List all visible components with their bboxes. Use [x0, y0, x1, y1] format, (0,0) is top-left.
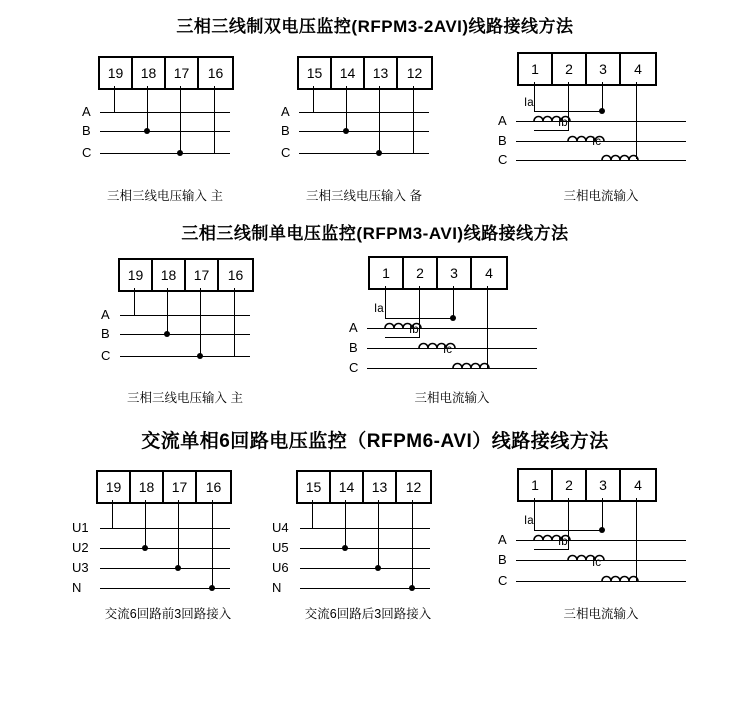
wire-vertical [419, 286, 420, 337]
wire-vertical [212, 500, 213, 588]
wire-phase-u6 [300, 568, 430, 569]
wire-vertical [147, 86, 148, 131]
ct-coil-ic-icon [453, 357, 489, 369]
terminal-block [297, 56, 433, 90]
wire-vertical [214, 86, 215, 153]
wire-phase-a [120, 315, 250, 316]
wire-vertical [180, 86, 181, 153]
wire-vertical [134, 288, 135, 315]
coil-label-ia: Ia [374, 303, 384, 315]
phase-label: N [72, 580, 82, 595]
junction-dot [450, 315, 456, 321]
section-title-3: 交流单相6回路电压监控（RFPM6-AVI）线路接线方法 [141, 431, 609, 452]
wire-vertical [379, 86, 380, 153]
terminal-cell: 16 [227, 267, 244, 283]
terminal-cell: 17 [164, 472, 197, 502]
junction-dot [177, 150, 183, 156]
wire-phase-b [100, 131, 230, 132]
terminal-block [296, 470, 432, 504]
phase-label: U6 [272, 560, 289, 575]
phase-label: A [498, 113, 507, 128]
phase-label: A [101, 307, 110, 322]
wire-return [534, 549, 569, 550]
junction-dot [175, 565, 181, 571]
coil-label-ic: Ic [592, 557, 601, 569]
terminal-cell: 18 [153, 260, 186, 290]
wire-vertical [112, 500, 113, 528]
junction-dot [209, 585, 215, 591]
junction-dot [144, 128, 150, 134]
wire-vertical [200, 288, 201, 356]
diagram-caption: 三相三线电压输入 主 [107, 189, 223, 203]
phase-label: N [272, 580, 282, 595]
junction-dot [599, 108, 605, 114]
junction-dot [197, 353, 203, 359]
wire-phase-c [100, 153, 230, 154]
wire-phase-c [516, 160, 686, 161]
phase-label: C [498, 152, 508, 167]
wire-vertical [167, 288, 168, 334]
junction-dot [343, 128, 349, 134]
wire-phase-b [299, 131, 429, 132]
terminal-cell: 2 [404, 258, 438, 288]
coil-label-ic: Ic [443, 344, 452, 356]
wire-vertical [602, 82, 603, 111]
terminal-cell: 17 [186, 260, 219, 290]
diagram-caption: 交流6回路前3回路接入 [104, 607, 232, 621]
terminal-cell: 18 [133, 58, 166, 88]
phase-label: A [498, 532, 507, 547]
junction-dot [164, 331, 170, 337]
wire-phase-u3 [100, 568, 230, 569]
coil-label-ia: Ia [524, 97, 534, 109]
wire-phase-c [120, 356, 250, 357]
wire-vertical [385, 286, 386, 318]
coil-label-ic: Ic [592, 136, 601, 148]
phase-label: B [498, 552, 507, 567]
terminal-cell: 14 [332, 58, 365, 88]
coil-label-ia: Ia [524, 515, 534, 527]
wire-phase-a [100, 112, 230, 113]
wire-phase-u4 [300, 528, 430, 529]
terminal-cell: 18 [131, 472, 164, 502]
wire-phase-c [367, 368, 537, 369]
terminal-cell: 2 [553, 470, 587, 500]
phase-label: A [82, 104, 91, 119]
terminal-cell: 1 [370, 258, 404, 288]
wire-vertical [534, 82, 535, 111]
phase-label: B [101, 326, 110, 341]
junction-dot [376, 150, 382, 156]
terminal-block [98, 56, 234, 90]
section-title-1: 三相三线制双电压监控(RFPM3-2AVI)线路接线方法 [176, 17, 574, 36]
phase-label: C [498, 573, 508, 588]
phase-label: B [349, 340, 358, 355]
terminal-cell: 14 [331, 472, 364, 502]
wire-vertical [312, 500, 313, 528]
wire-return [534, 130, 569, 131]
terminal-cell: 19 [120, 260, 153, 290]
terminal-block [517, 52, 657, 86]
wire-phase-u1 [100, 528, 230, 529]
wire-vertical [534, 498, 535, 530]
terminal-cell: 15 [299, 58, 332, 88]
terminal-cell: 3 [587, 54, 621, 84]
coil-label-ib: Ib [558, 536, 568, 548]
terminal-cell: 4 [634, 477, 642, 493]
phase-label: U4 [272, 520, 289, 535]
wire-vertical [313, 86, 314, 112]
junction-dot [599, 527, 605, 533]
wire-vertical [145, 500, 146, 548]
terminal-cell: 1 [519, 54, 553, 84]
terminal-cell: 4 [634, 61, 642, 77]
terminal-cell: 15 [298, 472, 331, 502]
terminal-cell: 1 [519, 470, 553, 500]
wire-vertical [178, 500, 179, 568]
terminal-cell: 12 [405, 479, 422, 495]
terminal-cell: 4 [485, 265, 493, 281]
terminal-cell: 3 [438, 258, 472, 288]
terminal-cell: 17 [166, 58, 199, 88]
phase-label: C [349, 360, 359, 375]
wire-vertical [487, 286, 488, 368]
terminal-cell: 13 [365, 58, 398, 88]
wire-phase-u2 [100, 548, 230, 549]
junction-dot [375, 565, 381, 571]
wire-vertical [413, 86, 414, 153]
junction-dot [142, 545, 148, 551]
diagram-caption: 三相三线电压输入 备 [306, 189, 422, 203]
terminal-block [118, 258, 254, 292]
ct-coil-ic-icon [602, 149, 638, 161]
phase-label: U5 [272, 540, 289, 555]
wire-vertical [412, 500, 413, 588]
wire-vertical [453, 286, 454, 318]
wire-vertical [568, 498, 569, 549]
wire-vertical [568, 82, 569, 130]
terminal-cell: 19 [100, 58, 133, 88]
phase-label: B [498, 133, 507, 148]
terminal-cell: 13 [364, 472, 397, 502]
wire-vertical [234, 288, 235, 356]
terminal-cell: 2 [553, 54, 587, 84]
phase-label: A [281, 104, 290, 119]
phase-label: C [82, 145, 92, 160]
diagram-caption: 三相三线电压输入 主 [127, 391, 243, 405]
terminal-cell: 12 [406, 65, 423, 81]
terminal-cell: 16 [205, 479, 222, 495]
wire-phase-c [299, 153, 429, 154]
coil-label-ib: Ib [409, 324, 419, 336]
terminal-cell: 19 [98, 472, 131, 502]
phase-label: U2 [72, 540, 89, 555]
diagram-caption: 三相电流输入 [563, 607, 639, 621]
wire-vertical [345, 500, 346, 548]
wire-vertical [114, 86, 115, 112]
diagram-caption: 三相电流输入 [414, 391, 490, 405]
wire-phase-b [120, 334, 250, 335]
wire-phase-u5 [300, 548, 430, 549]
wire-vertical [602, 498, 603, 530]
wire-phase-a [299, 112, 429, 113]
wire-phase-c [516, 581, 686, 582]
junction-dot [409, 585, 415, 591]
wire-return [385, 337, 420, 338]
wire-vertical [346, 86, 347, 131]
phase-label: U1 [72, 520, 89, 535]
terminal-block [517, 468, 657, 502]
diagram-caption: 交流6回路后3回路接入 [304, 607, 432, 621]
terminal-cell: 16 [207, 65, 224, 81]
phase-label: U3 [72, 560, 89, 575]
terminal-block [368, 256, 508, 290]
phase-label: C [281, 145, 291, 160]
phase-label: B [281, 123, 290, 138]
diagram-caption: 三相电流输入 [563, 189, 639, 203]
wire-vertical [378, 500, 379, 568]
junction-dot [342, 545, 348, 551]
terminal-cell: 3 [587, 470, 621, 500]
section-title-2: 三相三线制单电压监控(RFPM3-AVI)线路接线方法 [181, 224, 569, 243]
coil-label-ib: Ib [558, 117, 568, 129]
phase-label: A [349, 320, 358, 335]
ct-coil-ic-icon [602, 570, 638, 582]
phase-label: C [101, 348, 111, 363]
terminal-block [96, 470, 232, 504]
phase-label: B [82, 123, 91, 138]
